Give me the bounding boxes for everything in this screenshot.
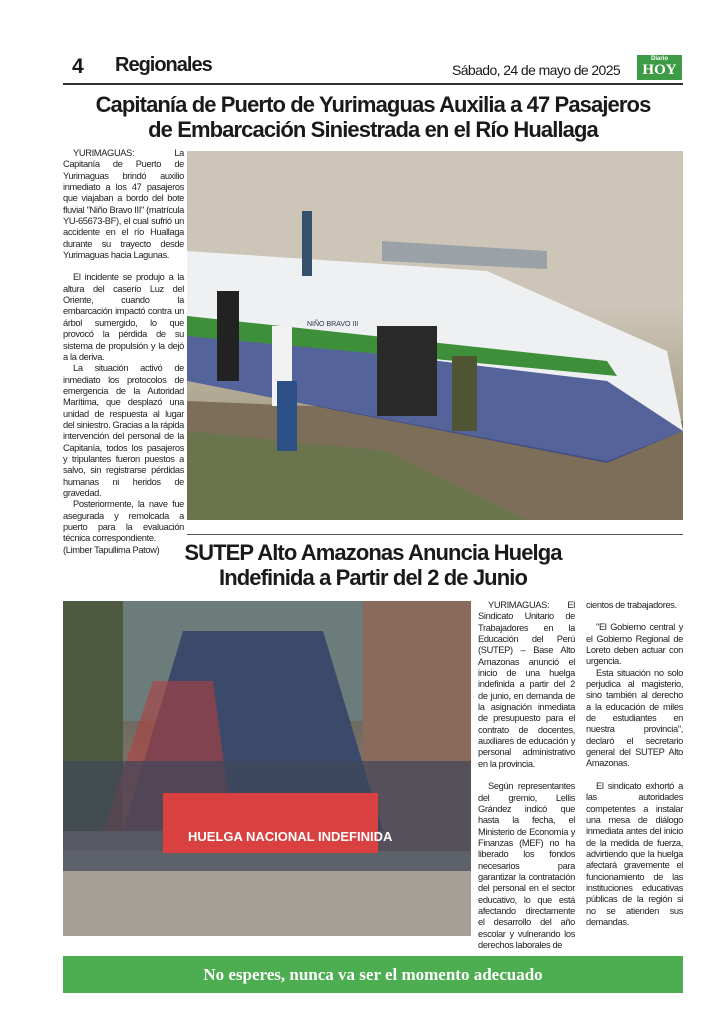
boat-name-text: NIÑO BRAVO III [307,321,359,328]
header-rule [63,83,683,85]
footer-banner: No esperes, nunca va ser el momento adecuado [63,956,683,993]
page-number: 4 [72,55,83,78]
headline-line: de Embarcación Siniestrada en el Río Huallaga [148,117,598,142]
logo-small-text: Diario [650,56,668,62]
headline-line: Indefinida a Partir del 2 de Junio [218,565,528,590]
headline-line: Capitanía de Puerto de Yurimaguas Auxilia a 47 Pasajeros [95,92,651,117]
paragraph: YURIMAGUAS: El Sindicato Unitario de Trabajadores en la Educación del Perú (SUTEP) – Base Alto Amazonas anunció el inicio de una huelga indefinida a partir del 2 de junio, en demanda de la asignación inmediata de presupuesto para el contrato de docentes, auxiliares de educación y personal administrativo en la provincia. [478,600,575,769]
article2-headline [63,540,683,590]
paragraph: cientos de trabajadores. [586,600,677,610]
paragraph: "El Gobierno central y el Gobierno Regional de Loreto deben actuar con urgencia. [586,622,683,667]
article1-headline [63,92,683,142]
logo-big-text: HOY [642,62,677,78]
byline: (Limber Tapullima Patow) [63,544,160,555]
article1-body [63,148,184,556]
strike-march-photo [63,601,471,936]
boat-photo [187,151,683,520]
article2-column1 [478,600,575,951]
paragraph: El sindicato exhortó a las autoridades competentes a instalar una mesa de diálogo inmediata antes del inicio de la medida de fuerza, advirtiendo que la huelga afectará gravemente el funcionamiento de las instituciones educativas públicas de la región si no se atienden sus demandas. [586,780,683,927]
paragraph: Según representantes del gremio, Lellis Grández indicó que hasta la fecha, el Ministerio de Economía y Finanzas (MEF) no ha liberado los fondos necesarios para garantizar la contratación del personal en el sector educativo, lo que está afectando directamente el desarrollo del año escolar y vulnerando los derechos laborales de [478,781,575,950]
paragraph: Esta situación no solo perjudica al magisterio, sino también al derecho a la educación de miles de estudiantes en nuestra provincia", declaró el secretario general del SUTEP Alto Amazonas. [586,667,683,769]
banner-photo-text: HUELGA NACIONAL INDEFINIDA [188,829,393,844]
issue-date: Sábado, 24 de mayo de 2025 [452,62,621,78]
article2-column2 [586,600,683,928]
section-title: Regionales [115,54,212,76]
paragraph: La situación activó de inmediato los protocolos de emergencia de la Autoridad Marítima, que desplazó una unidad de respuesta al lugar del siniestro. Gracias a la rápida intervención del personal de la Capitanía, todos los pasajeros y tripulantes fueron puestos a salvo, sin registrarse pérdidas humanas ni heridos de gravedad. [63,363,184,498]
paragraph: YURIMAGUAS: La Capitanía de Puerto de Yurimaguas brindó auxilio inmediato a los 47 pasajeros que viajaban a bordo del bote fluvial "Niño Bravo III" (matrícula YU-65673-BF), el cual sufrió un accidente en el río Huallaga durante su trayecto desde Yurimaguas hacia Lagunas. [63,148,184,261]
paragraph: El incidente se produjo a la altura del caserío Luz del Oriente, cuando la embarcación impactó contra un árbol sumergido, lo que provocó la pérdida de su sistema de propulsión y la dejó a la deriva. [63,272,184,362]
section-divider [187,534,683,535]
paragraph: Posteriormente, la nave fue asegurada y remolcada a puerto para la evaluación técnica correspondiente. [63,499,184,544]
newspaper-logo [637,55,682,80]
headline-line: SUTEP Alto Amazonas Anuncia Huelga [184,540,562,565]
